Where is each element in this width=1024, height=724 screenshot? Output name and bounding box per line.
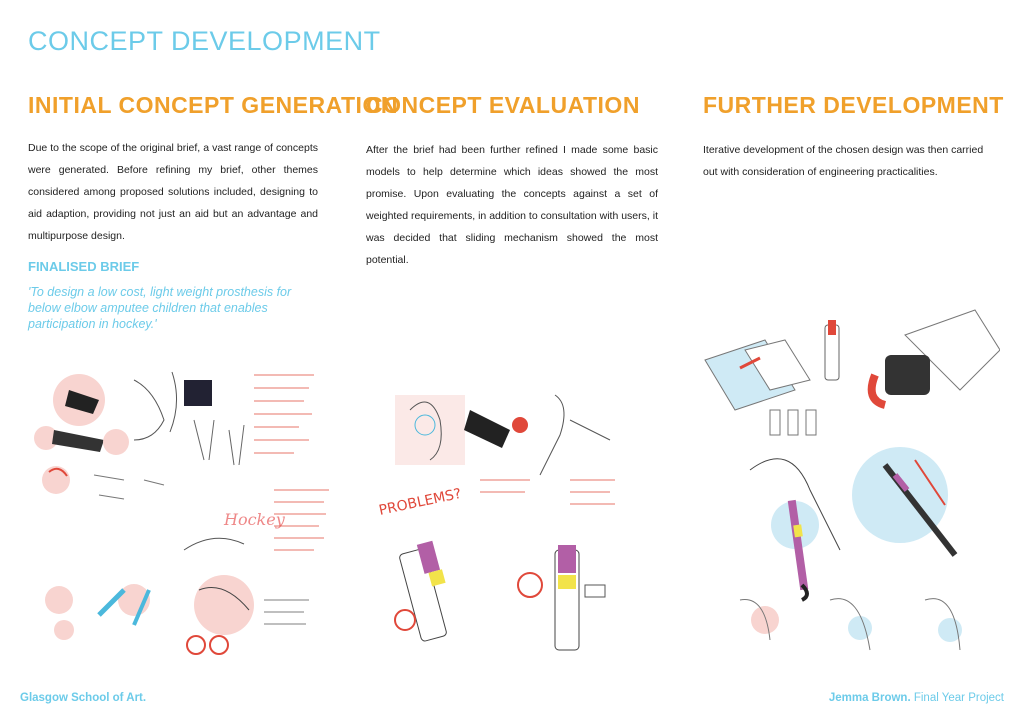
finalised-brief-heading: FINALISED BRIEF xyxy=(28,259,140,274)
footer-school: Glasgow School of Art. xyxy=(20,692,147,704)
heading-concept-evaluation: CONCEPT EVALUATION xyxy=(366,92,640,118)
finalised-brief-quote: 'To design a low cost, light weight prosthesis for below elbow amputee children that enables participation in hockey.' xyxy=(28,285,292,331)
heading-further-development: FURTHER DEVELOPMENT xyxy=(703,92,1004,118)
heading-initial-concept-generation: INITIAL CONCEPT GENERATION xyxy=(28,92,398,118)
concept-evaluation-sketches xyxy=(370,370,660,670)
paragraph-concept-evaluation: After the brief had been further refined I made some basic models to help determine which ideas showed the most promise. Upon evaluating the concepts against a set of weighted requirements, in addition to consultation with users, it was decided that sliding mechanism showed the most potential. xyxy=(366,144,658,266)
footer-author: Jemma Brown. xyxy=(828,692,911,704)
footer-author-project xyxy=(829,692,1004,704)
paragraph-initial-concept: Due to the scope of the original brief, a vast range of concepts were generated. Before refining my brief, other themes considered among proposed solutions included, designing to aid adaption, providing not just an aid but an advantage and multipurpose design. xyxy=(28,142,318,242)
further-development-sketches xyxy=(700,300,1000,670)
initial-concept-sketches xyxy=(24,360,344,670)
page-title: CONCEPT DEVELOPMENT xyxy=(28,26,381,56)
paragraph-further-development: Iterative development of the chosen design was then carried out with consideration of engineering practicalities. xyxy=(703,144,984,178)
hockey-sketch-label: Hockey xyxy=(224,510,285,529)
problems-sketch-label: PROBLEMS? xyxy=(377,485,463,519)
footer-project: Final Year Project xyxy=(910,692,1004,704)
